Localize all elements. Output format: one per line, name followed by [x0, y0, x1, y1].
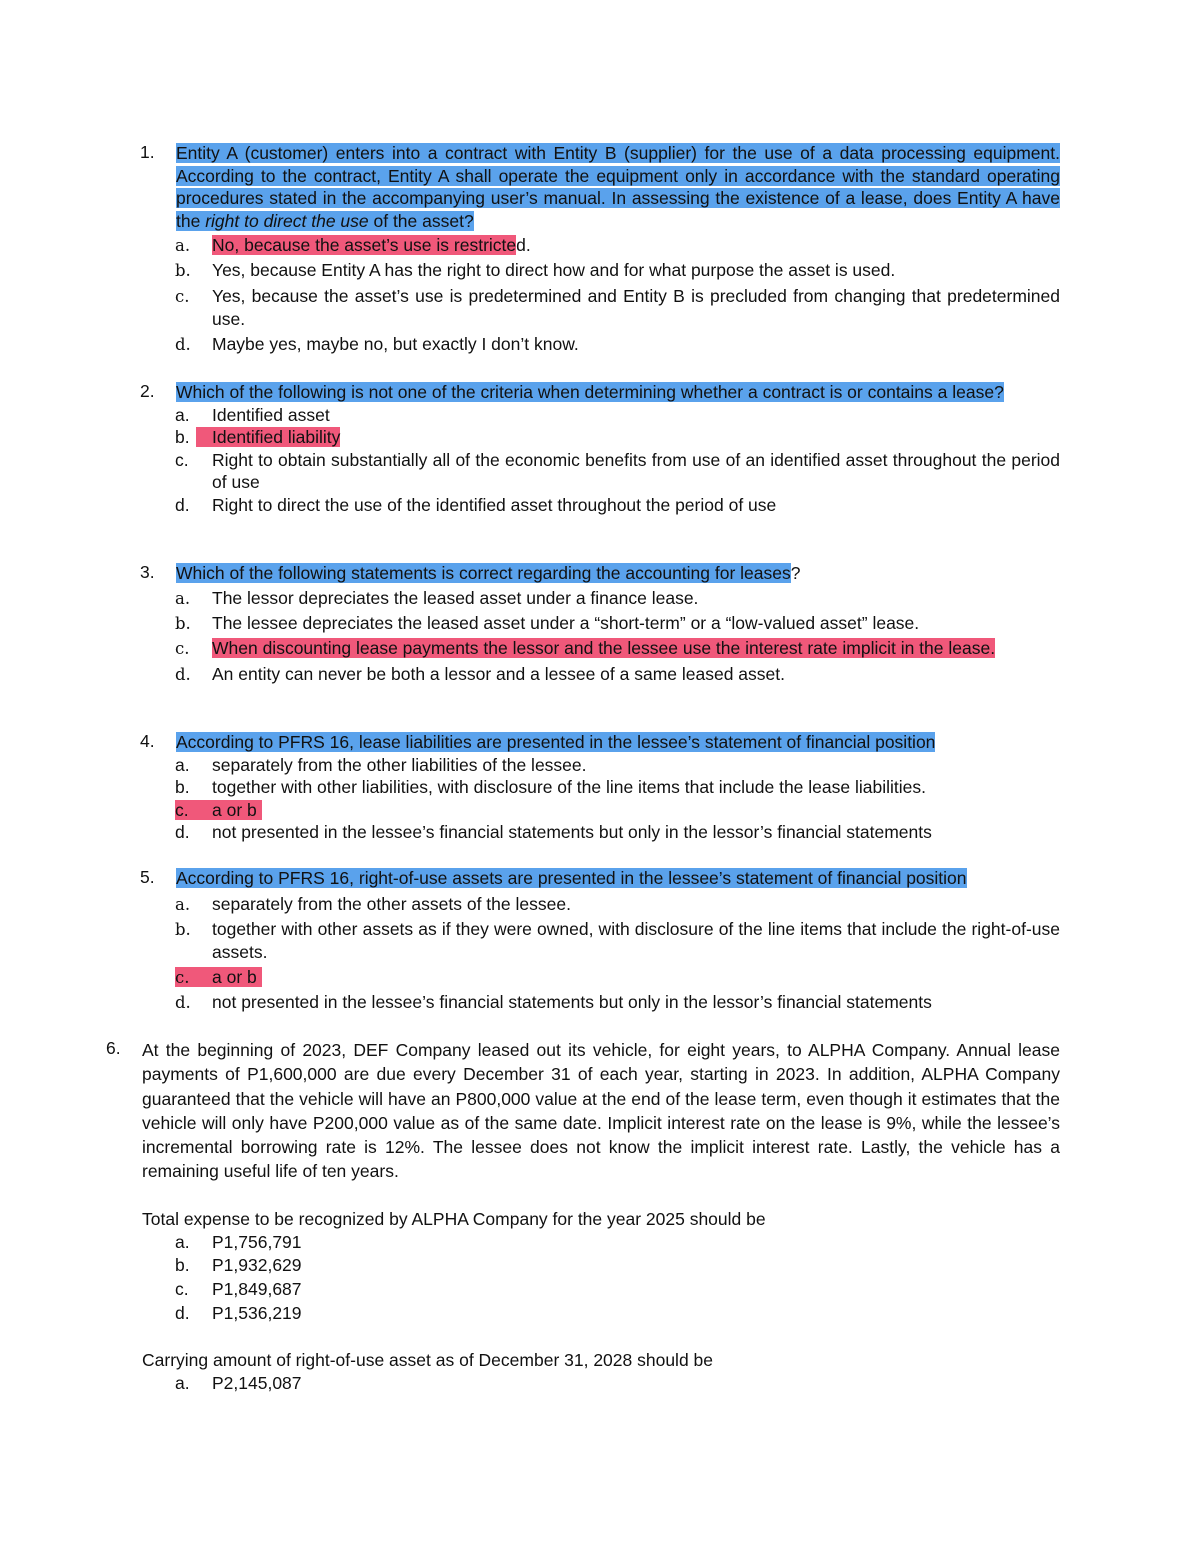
- question-text: Entity A (customer) enters into a contract with Entity B (supplier) for the use of a data processing equipment. According to the contract, Entity A shall operate the equipment only in accordance with the standard operating procedures stated in the accompanying user’s manual. In assessing the existence of a lease, does Entity A have the right to direct the use of the asset?: [176, 143, 1060, 231]
- option-d: d. Maybe yes, maybe no, but exactly I don’t know.: [175, 334, 579, 354]
- option-b: b. together with other assets as if they were owned, with disclosure of the line items that include the right-of-use assets.: [175, 918, 1060, 962]
- option-b: b. together with other liabilities, with disclosure of the line items that include the lease liabilities.: [175, 777, 926, 797]
- question-number: 5.: [140, 867, 155, 887]
- options: [176, 587, 1060, 686]
- question-number: 6.: [106, 1038, 121, 1058]
- options: [176, 1231, 1060, 1325]
- option-b: b. Identified liability: [175, 427, 341, 447]
- question-number: 1.: [140, 142, 155, 162]
- option-d: d. An entity can never be both a lessor and a lessee of a same leased asset.: [175, 663, 785, 684]
- option-a: a. separately from the other assets of the lessee.: [175, 893, 571, 914]
- question-text: At the beginning of 2023, DEF Company leased out its vehicle, for eight years, to ALPHA Company. Annual lease payments of P1,600,000 are due every December 31 of each year, starting in 2023. In addition, ALPHA Company guaranteed that the vehicle will have an P800,000 value at the end of the lease term, even though it estimates that the vehicle will only have P200,000 value as of the same date. Implicit interest rate on the lease is 9%, while the lessee’s incremental borrowing rate is 12%. The lessee does not know the implicit interest rate. Lastly, the vehicle has a remaining useful life of ten years.: [142, 1040, 1060, 1182]
- options: [176, 893, 1060, 1014]
- question-4: [140, 731, 1060, 844]
- option-b: b. The lessee depreciates the leased asset under a “short-term” or a “low-valued asset” lease.: [175, 612, 920, 633]
- option-c: c. Yes, because the asset’s use is predetermined and Entity B is precluded from changing that predetermined use.: [175, 286, 1060, 329]
- question-1: [140, 142, 1060, 356]
- option-c: c. P1,849,687: [175, 1278, 302, 1299]
- options: [176, 1372, 1060, 1396]
- question-text: According to PFRS 16, right-of-use assets are presented in the lessee’s statement of financial position: [176, 868, 967, 888]
- options: [176, 404, 1060, 517]
- option-a: a. The lessor depreciates the leased asset under a finance lease.: [175, 587, 699, 608]
- question-text: Which of the following statements is correct regarding the accounting for leases?: [176, 563, 801, 583]
- option-d: d. not presented in the lessee’s financial statements but only in the lessor’s financial statements: [175, 822, 932, 842]
- options: [176, 754, 1060, 844]
- question-5: [140, 867, 1060, 1014]
- option-d: d. Right to direct the use of the identified asset throughout the period of use: [175, 494, 777, 515]
- option-d: d. not presented in the lessee’s financial statements but only in the lessor’s financial statements: [175, 991, 932, 1012]
- question-text: Which of the following is not one of the criteria when determining whether a contract is or contains a lease?: [176, 382, 1004, 402]
- option-a: a. P1,756,791: [175, 1231, 302, 1252]
- sub-question-2: Carrying amount of right-of-use asset as of December 31, 2028 should be: [142, 1350, 714, 1371]
- question-number: 3.: [140, 562, 155, 582]
- option-a: a. P2,145,087: [175, 1373, 302, 1394]
- question-text: According to PFRS 16, lease liabilities are presented in the lessee’s statement of financial position: [176, 732, 936, 752]
- question-3: [140, 562, 1060, 686]
- options: [176, 234, 1060, 356]
- question-6: [106, 1038, 1060, 1396]
- question-2: [140, 381, 1060, 516]
- option-a: a. No, because the asset’s use is restricted.: [175, 235, 531, 255]
- option-b: b. Yes, because Entity A has the right to direct how and for what purpose the asset is used.: [175, 260, 896, 280]
- option-c: c. When discounting lease payments the lessor and the lessee use the interest rate implicit in the lease.: [175, 637, 996, 658]
- question-number: 2.: [140, 381, 155, 401]
- option-d: d. P1,536,219: [175, 1302, 302, 1323]
- option-b: b. P1,932,629: [175, 1255, 302, 1276]
- option-c: c. a or b: [176, 966, 1060, 989]
- option-a: a. Identified asset: [175, 404, 330, 425]
- option-c: c. a or b: [176, 799, 1060, 822]
- option-c: c. Right to obtain substantially all of the economic benefits from use of an identified asset throughout the period of use: [175, 449, 1060, 492]
- sub-question-1: Total expense to be recognized by ALPHA Company for the year 2025 should be: [142, 1208, 766, 1229]
- question-number: 4.: [140, 731, 155, 751]
- option-a: a. separately from the other liabilities of the lessee.: [175, 754, 587, 775]
